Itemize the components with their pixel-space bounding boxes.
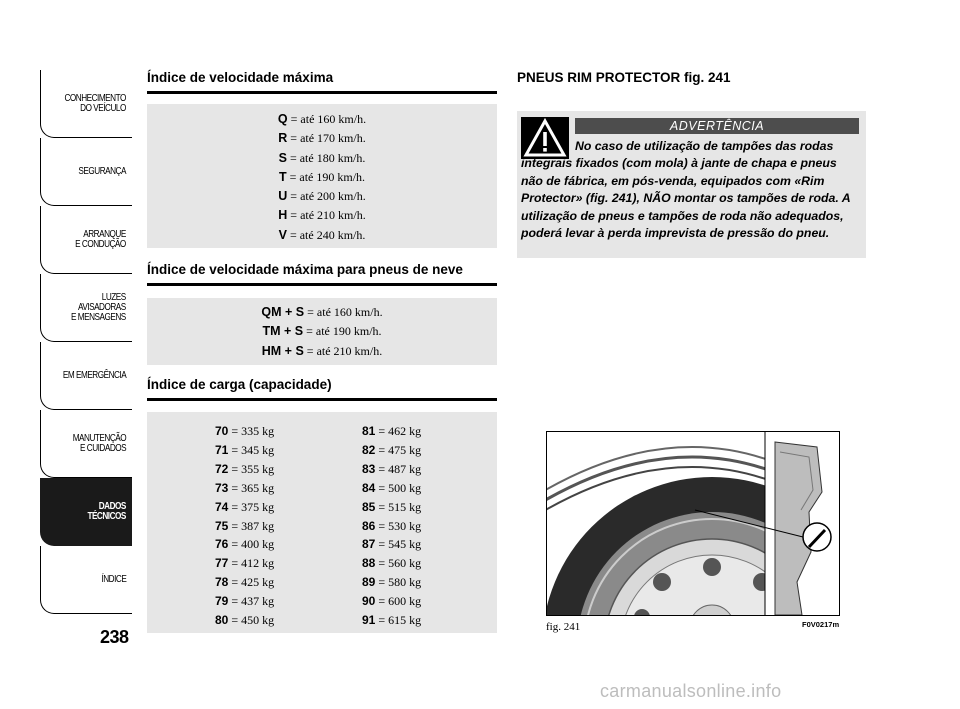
load-value: = 345 kg	[231, 442, 275, 457]
load-code: 80	[215, 613, 229, 628]
load-code: 78	[215, 575, 229, 590]
load-code: 90	[362, 594, 376, 609]
rim-protector-heading: PNEUS RIM PROTECTOR fig. 241	[517, 70, 731, 85]
index-code: Q	[277, 112, 288, 126]
table-row	[362, 422, 421, 441]
snow-speed-index-table	[147, 298, 497, 365]
load-code: 86	[362, 518, 376, 533]
load-value: = 412 kg	[231, 556, 275, 571]
chapter-tab[interactable]	[40, 342, 132, 410]
index-code: HM + S	[261, 343, 304, 358]
chapter-tab-label: EM EMERGÊNCIA	[62, 369, 126, 381]
warning-title: ADVERTÊNCIA	[575, 118, 859, 134]
table-row	[215, 573, 274, 592]
load-value: = 365 kg	[231, 480, 275, 495]
load-value: = 580 kg	[378, 575, 422, 590]
table-row	[362, 517, 421, 536]
load-value: = 450 kg	[231, 613, 275, 628]
index-code: U	[278, 189, 288, 204]
load-index-column-right	[362, 422, 421, 630]
load-value: = 615 kg	[378, 613, 422, 628]
load-value: = 515 kg	[378, 499, 422, 514]
chapter-tab[interactable]	[40, 410, 132, 478]
speed-index-heading: Índice de velocidade máxima	[147, 70, 497, 94]
table-row	[215, 517, 274, 536]
chapter-tab[interactable]	[40, 206, 132, 274]
table-row	[362, 460, 421, 479]
chapter-tab[interactable]	[40, 274, 132, 342]
chapter-tab-label: CONHECIMENTO DO VEÍCULO	[64, 92, 126, 114]
load-value: = 400 kg	[231, 537, 275, 552]
load-value: = 387 kg	[231, 518, 275, 533]
chapter-tab-label: LUZES AVISADORAS E MENSAGENS	[71, 291, 126, 323]
table-row	[362, 592, 421, 611]
load-index-heading: Índice de carga (capacidade)	[147, 377, 497, 401]
load-value: = 560 kg	[378, 556, 422, 571]
snow-speed-index-heading: Índice de velocidade máxima para pneus de neve	[147, 262, 497, 286]
index-code: T	[278, 169, 287, 184]
load-value: = 530 kg	[378, 518, 422, 533]
load-code: 84	[362, 480, 376, 495]
load-code: 72	[215, 461, 229, 476]
load-code: 85	[362, 499, 376, 514]
index-code: R	[278, 131, 288, 146]
load-value: = 375 kg	[231, 499, 275, 514]
index-value: = até 200 km/h.	[290, 189, 366, 204]
load-code: 77	[215, 556, 229, 571]
load-code: 70	[215, 424, 229, 438]
load-code: 88	[362, 556, 376, 571]
load-code: 74	[215, 499, 229, 514]
warning-box	[517, 111, 866, 258]
load-value: = 355 kg	[231, 461, 275, 476]
table-row	[147, 226, 497, 245]
index-value: = até 160 km/h.	[307, 305, 383, 319]
table-row	[215, 592, 274, 611]
chapter-tab-label: ÍNDICE	[101, 573, 126, 585]
load-code: 79	[215, 594, 229, 609]
page-number: 238	[100, 627, 129, 647]
load-value: = 425 kg	[231, 575, 275, 590]
table-row	[362, 611, 421, 630]
table-row	[147, 342, 497, 361]
table-row	[215, 611, 274, 630]
load-code: 91	[362, 613, 376, 628]
table-row	[147, 149, 497, 168]
load-value: = 545 kg	[378, 537, 422, 552]
table-row	[215, 535, 274, 554]
index-code: TM + S	[262, 324, 304, 339]
load-code: 87	[362, 537, 376, 552]
figure-code: F0V0217m	[802, 620, 840, 629]
chapter-tab[interactable]	[40, 478, 132, 546]
load-value: = 600 kg	[378, 594, 422, 609]
index-code: QM + S	[261, 305, 305, 319]
table-row	[147, 206, 497, 225]
chapter-tab-label: MANUTENÇÃO E CUIDADOS	[72, 432, 126, 454]
tyre-rim-protector-illustration	[546, 431, 840, 616]
warning-text: No caso de utilização de tampões das rodas integrais fixados (com mola) à jante de chapa e pneus não de fábrica, em pós-venda, equipados com «Rim Protector» (fig. 241), NÃO montar os tampões de roda. A utilização de pneus e tampões de roda não adequados, poderá levar à perda imprevista de pressão do pneu.	[521, 139, 851, 241]
table-row	[362, 554, 421, 573]
load-code: 82	[362, 442, 376, 457]
load-index-column-left	[215, 422, 274, 630]
index-value: = até 210 km/h.	[306, 343, 383, 358]
index-value: = até 190 km/h.	[289, 169, 366, 184]
index-code: H	[278, 208, 288, 223]
index-value: = até 170 km/h.	[290, 131, 366, 146]
load-code: 71	[215, 442, 229, 457]
chapter-tab[interactable]	[40, 546, 132, 614]
table-row	[215, 479, 274, 498]
index-value: = até 160 km/h.	[290, 112, 367, 126]
load-value: = 487 kg	[378, 461, 422, 476]
table-row	[362, 573, 421, 592]
table-row	[147, 168, 497, 187]
table-row	[362, 441, 421, 460]
figure-caption: fig. 241	[546, 621, 581, 633]
speed-index-table	[147, 104, 497, 248]
index-value: = até 180 km/h.	[289, 150, 366, 165]
load-value: = 500 kg	[378, 480, 422, 495]
load-index-table	[147, 412, 497, 633]
index-value: = até 210 km/h.	[290, 208, 366, 223]
table-row	[362, 498, 421, 517]
chapter-tab-label: DADOS TÉCNICOS	[87, 500, 126, 522]
table-row	[147, 322, 497, 341]
load-code: 76	[215, 537, 229, 552]
table-row	[147, 110, 497, 129]
load-value: = 475 kg	[378, 442, 422, 457]
table-row	[147, 187, 497, 206]
chapter-tab[interactable]	[40, 70, 132, 138]
table-row	[215, 441, 274, 460]
table-row	[215, 498, 274, 517]
table-row	[362, 535, 421, 554]
load-value: = 462 kg	[378, 424, 422, 438]
chapter-tab[interactable]	[40, 138, 132, 206]
index-value: = até 190 km/h.	[306, 324, 382, 339]
load-code: 89	[362, 575, 376, 590]
table-row	[147, 303, 497, 322]
load-code: 73	[215, 480, 229, 495]
table-row	[215, 554, 274, 573]
load-value: = 335 kg	[231, 424, 275, 438]
load-code: 83	[362, 461, 376, 476]
index-code: S	[278, 150, 287, 165]
index-code: V	[278, 227, 287, 242]
watermark: carmanualsonline.info	[600, 681, 782, 701]
table-row	[215, 460, 274, 479]
chapter-tab-nav	[40, 70, 132, 614]
chapter-tab-label: SEGURANÇA	[78, 165, 126, 177]
table-row	[147, 129, 497, 148]
load-code: 75	[215, 518, 229, 533]
index-value: = até 240 km/h.	[289, 227, 366, 242]
load-value: = 437 kg	[231, 594, 275, 609]
table-row	[215, 422, 274, 441]
chapter-tab-label: ARRANQUE E CONDUÇÃO	[75, 228, 126, 250]
load-code: 81	[362, 424, 376, 438]
table-row	[362, 479, 421, 498]
